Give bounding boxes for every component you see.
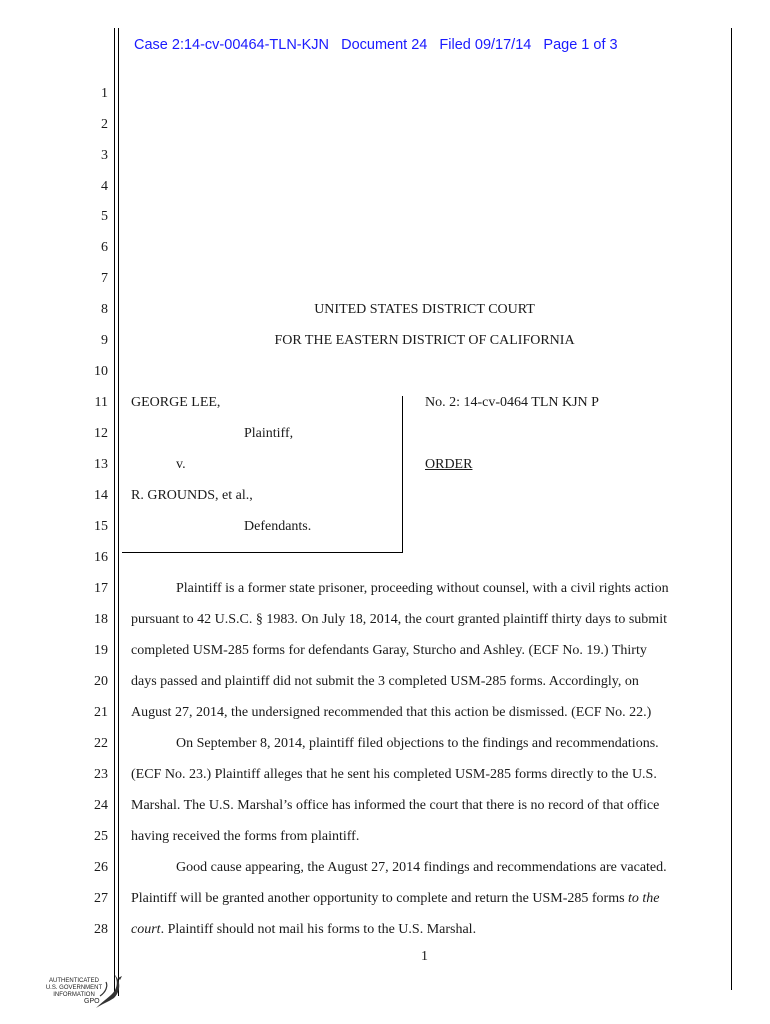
seal-line-3: INFORMATION — [53, 992, 95, 998]
line-number: 1 — [101, 86, 108, 101]
line-number: 11 — [94, 395, 108, 410]
body-line: On September 8, 2014, plaintiff filed objections to the findings and recommendations. — [176, 736, 659, 751]
line-number: 4 — [101, 179, 108, 194]
line-number: 10 — [94, 364, 108, 379]
emphasis-text: to the — [628, 891, 660, 906]
line-number: 21 — [94, 705, 108, 720]
body-text: . Plaintiff should not mail his forms to the U.S. Marshal. — [160, 922, 477, 937]
line-number: 14 — [94, 488, 108, 503]
left-margin-rule-inner — [118, 28, 119, 996]
body-line: Plaintiff is a former state prisoner, proceeding without counsel, with a civil rights action — [176, 581, 669, 596]
body-text: Plaintiff will be granted another opportunity to complete and return the USM-285 forms — [131, 891, 629, 906]
line-number: 12 — [94, 426, 108, 441]
body-line: completed USM-285 forms for defendants Garay, Sturcho and Ashley. (ECF No. 19.) Thirty — [131, 643, 647, 658]
seal-line-1: AUTHENTICATED — [49, 978, 99, 984]
line-number: 13 — [94, 457, 108, 472]
body-line — [131, 891, 660, 907]
filing-header-stamp: Case 2:14-cv-00464-TLN-KJN Document 24 Filed 09/17/14 Page 1 of 3 — [134, 37, 618, 53]
right-margin-rule — [731, 28, 732, 990]
emphasis-text: court — [131, 922, 161, 937]
line-number: 17 — [94, 581, 108, 596]
body-line — [131, 922, 476, 938]
body-line: Good cause appearing, the August 27, 2014 findings and recommendations are vacated. — [176, 860, 667, 875]
gpo-authentication-seal — [44, 970, 128, 1018]
caption-divider-horizontal — [122, 552, 403, 553]
seal-line-2: U.S. GOVERNMENT — [45, 985, 103, 991]
body-line: days passed and plaintiff did not submit the 3 completed USM-285 forms. Accordingly, on — [131, 674, 639, 689]
body-line: August 27, 2014, the undersigned recommended that this action be dismissed. (ECF No. 22.) — [131, 705, 652, 720]
left-margin-rule — [114, 28, 115, 996]
page-number: 1 — [421, 949, 428, 964]
body-line: (ECF No. 23.) Plaintiff alleges that he sent his completed USM-285 forms directly to the U.S. — [131, 767, 657, 782]
line-number: 27 — [94, 891, 108, 906]
defendant-role: Defendants. — [244, 519, 312, 534]
line-number: 9 — [101, 333, 108, 348]
line-number: 22 — [94, 736, 108, 751]
line-number: 15 — [94, 519, 108, 534]
defendant-name: R. GROUNDS, et al., — [131, 488, 253, 503]
line-number: 24 — [94, 798, 108, 813]
body-line: pursuant to 42 U.S.C. § 1983. On July 18, 2014, the court granted plaintiff thirty days to submit — [131, 612, 667, 627]
line-number: 8 — [101, 302, 108, 317]
body-line: having received the forms from plaintiff. — [131, 829, 360, 844]
plaintiff-role: Plaintiff, — [244, 426, 294, 441]
line-number: 3 — [101, 148, 108, 163]
line-number: 5 — [101, 209, 108, 224]
eagle-icon — [88, 972, 126, 1014]
document-title: ORDER — [425, 457, 473, 472]
seal-agency: GPO — [84, 998, 100, 1005]
line-number: 6 — [101, 240, 108, 255]
line-number: 23 — [94, 767, 108, 782]
line-number: 28 — [94, 922, 108, 937]
court-name: UNITED STATES DISTRICT COURT — [314, 302, 535, 317]
versus: v. — [176, 457, 186, 472]
line-number: 2 — [101, 117, 108, 132]
court-district: FOR THE EASTERN DISTRICT OF CALIFORNIA — [274, 333, 575, 348]
body-line: Marshal. The U.S. Marshal’s office has informed the court that there is no record of that office — [131, 798, 660, 813]
plaintiff-name: GEORGE LEE, — [131, 395, 221, 410]
line-number: 20 — [94, 674, 108, 689]
line-number: 18 — [94, 612, 108, 627]
line-number: 7 — [101, 271, 108, 286]
line-number: 16 — [94, 550, 108, 565]
case-number: No. 2: 14-cv-0464 TLN KJN P — [425, 395, 599, 410]
line-number: 19 — [94, 643, 108, 658]
line-number: 26 — [94, 860, 108, 875]
caption-divider-vertical — [402, 396, 403, 553]
line-number: 25 — [94, 829, 108, 844]
